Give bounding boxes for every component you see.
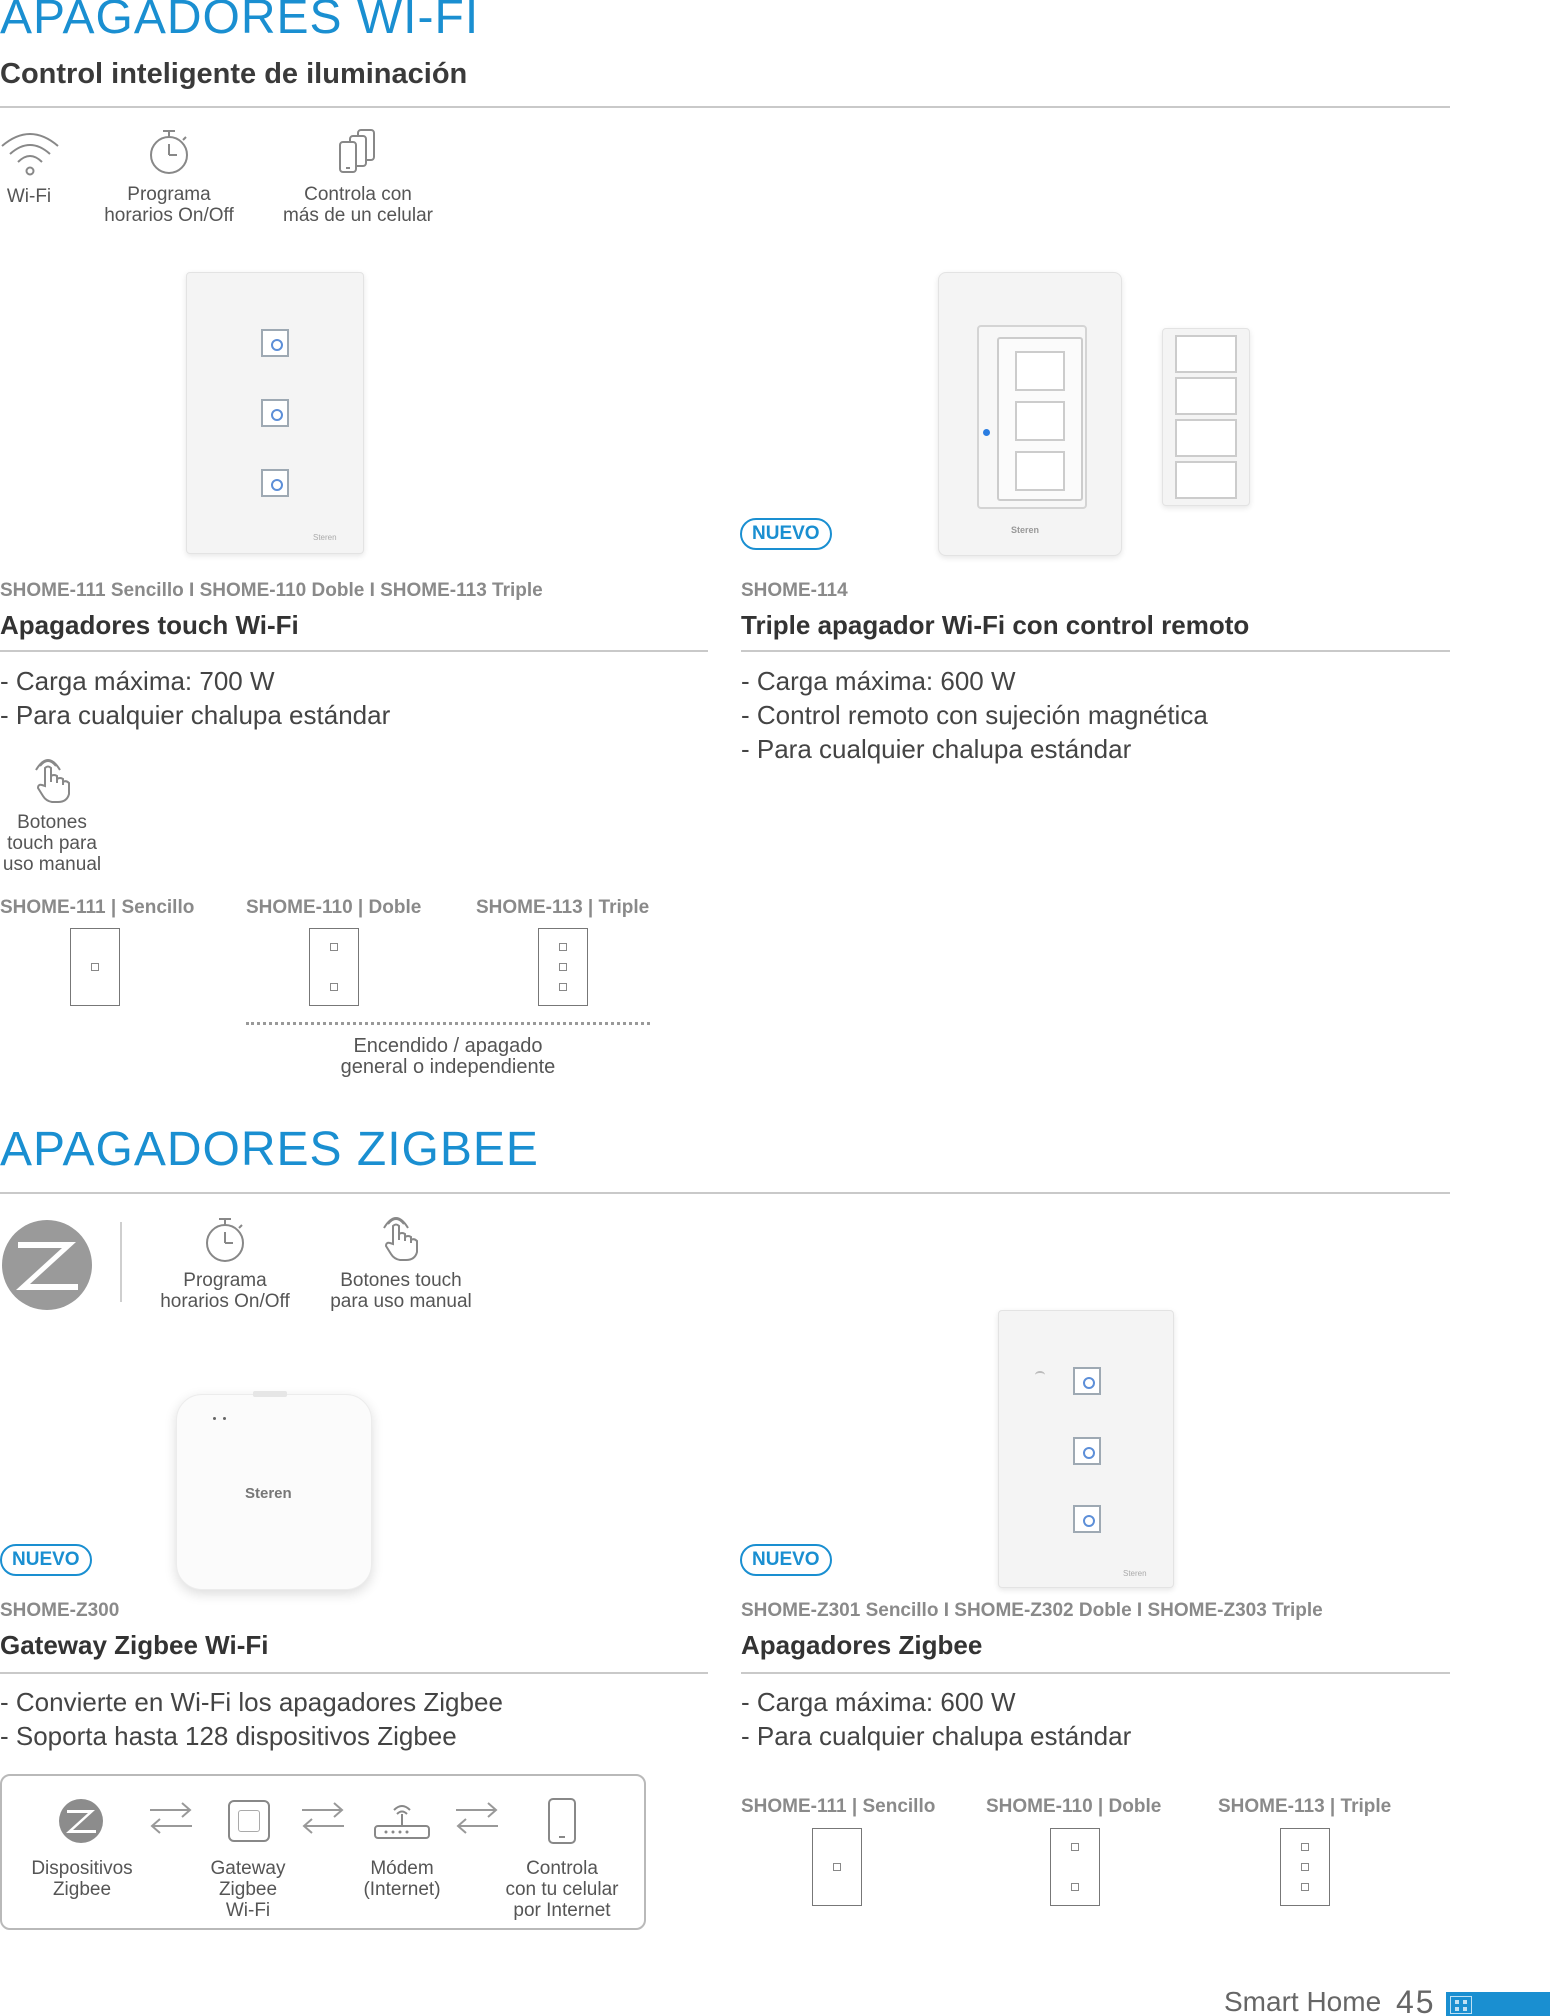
building-icon <box>1450 1996 1472 2014</box>
multi-phone-label: Controla con más de un celular <box>283 184 433 226</box>
remote-button <box>1175 461 1237 499</box>
schedule-label: Programa horarios On/Off <box>104 184 234 226</box>
section-wifi-subtitle: Control inteligente de iluminación <box>0 58 468 90</box>
diagram-label: Gateway Zigbee Wi-Fi <box>210 1858 286 1921</box>
feature-list: - Carga máxima: 700 W - Para cualquier chalupa estándar <box>0 666 391 730</box>
product-sku: SHOME-111 Sencillo I SHOME-110 Doble I SHOME-113 Triple <box>0 580 543 601</box>
divider <box>0 1672 708 1674</box>
wifi-indicator-icon <box>1035 1371 1045 1379</box>
wifi-label: Wi-Fi <box>6 186 52 207</box>
feature-list: - Carga máxima: 600 W - Para cualquier chalupa estándar <box>741 1687 1132 1751</box>
divider <box>0 650 708 652</box>
bidirectional-arrow-icon <box>454 1800 500 1836</box>
single-switch-diagram <box>812 1828 862 1906</box>
feature-list: - Convierte en Wi-Fi los apagadores Zigbee - Soporta hasta 128 dispositivos Zigbee <box>0 1687 503 1751</box>
product-sku: SHOME-Z301 Sencillo I SHOME-Z302 Doble I SHOME-Z303 Triple <box>741 1600 1323 1621</box>
dotted-divider <box>246 1022 650 1025</box>
divider <box>0 1192 1450 1194</box>
touch-hand-icon <box>380 1214 420 1262</box>
gateway-image <box>176 1394 372 1590</box>
wifi-icon <box>0 128 60 178</box>
rocker-button <box>1015 401 1065 441</box>
diagram-label: Controla con tu celular por Internet <box>505 1858 619 1921</box>
footer-accent-bar <box>1446 1992 1550 2016</box>
product-title: Gateway Zigbee Wi-Fi <box>0 1630 269 1660</box>
touch-button <box>261 469 289 497</box>
schedule-label: Programa horarios On/Off <box>160 1270 290 1312</box>
remote-control-image <box>1162 328 1250 506</box>
rocker-button <box>1015 451 1065 491</box>
brand-logo: Steren <box>1123 1569 1147 1578</box>
product-title: Apagadores touch Wi-Fi <box>0 610 299 640</box>
stopwatch-icon <box>202 1216 248 1264</box>
zigbee-logo-icon <box>58 1798 104 1844</box>
remote-button <box>1175 335 1237 373</box>
triple-switch-diagram <box>538 928 588 1006</box>
switch-mode-note: Encendido / apagado general o independiente <box>340 1035 556 1078</box>
switch-frame <box>977 325 1087 509</box>
variant-label: SHOME-111 | Sencillo <box>741 1796 936 1817</box>
remote-button <box>1175 419 1237 457</box>
touch-label: Botones touch para uso manual <box>330 1270 472 1312</box>
variant-label: SHOME-111 | Sencillo <box>0 897 195 918</box>
gateway-icon <box>228 1800 270 1842</box>
phones-icon <box>336 128 380 176</box>
touch-button <box>1073 1437 1101 1465</box>
variant-label: SHOME-113 | Triple <box>476 897 650 918</box>
stopwatch-icon <box>146 128 192 176</box>
remote-switch-image <box>938 272 1122 556</box>
touch-button <box>1073 1505 1101 1533</box>
touch-label: Botones touch para uso manual <box>2 812 102 875</box>
brand-logo: Steren <box>1011 525 1040 535</box>
page-number: 45 <box>1396 1984 1436 2016</box>
zigbee-logo-icon <box>0 1218 94 1312</box>
variant-label: SHOME-110 | Doble <box>986 1796 1162 1817</box>
section-zigbee-title: APAGADORES ZIGBEE <box>0 1123 539 1176</box>
smartphone-icon <box>548 1798 576 1844</box>
vertical-separator <box>120 1222 122 1302</box>
status-led <box>983 429 990 436</box>
new-badge: NUEVO <box>740 1544 832 1576</box>
touch-switch-image <box>186 272 364 554</box>
rocker-button <box>1015 351 1065 391</box>
product-sku: SHOME-114 <box>741 580 848 601</box>
divider <box>741 650 1450 652</box>
brand-logo: Steren <box>245 1485 292 1502</box>
product-title: Triple apagador Wi-Fi con control remoto <box>741 610 1250 640</box>
connection-diagram <box>0 1774 646 1930</box>
single-switch-diagram <box>70 928 120 1006</box>
diagram-label: Dispositivos Zigbee <box>31 1858 133 1900</box>
new-badge: NUEVO <box>0 1544 92 1576</box>
product-sku: SHOME-Z300 <box>0 1600 120 1621</box>
new-badge: NUEVO <box>740 518 832 550</box>
variant-label: SHOME-110 | Doble <box>246 897 422 918</box>
remote-button <box>1175 377 1237 415</box>
feature-list: - Carga máxima: 600 W - Control remoto con sujeción magnética - Para cualquier chalupa estándar <box>741 666 1208 764</box>
touch-button <box>1073 1367 1101 1395</box>
footer-section-name: Smart Home <box>1224 1986 1382 2016</box>
touch-button <box>261 329 289 357</box>
touch-hand-icon <box>32 756 72 804</box>
product-title: Apagadores Zigbee <box>741 1630 983 1660</box>
divider <box>741 1672 1450 1674</box>
double-switch-diagram <box>309 928 359 1006</box>
triple-switch-diagram <box>1280 1828 1330 1906</box>
diagram-label: Módem (Internet) <box>363 1858 441 1900</box>
divider <box>0 106 1450 108</box>
variant-label: SHOME-113 | Triple <box>1218 1796 1392 1817</box>
modem-icon <box>372 1798 432 1844</box>
touch-button <box>261 399 289 427</box>
brand-logo: Steren <box>313 533 337 542</box>
zigbee-switch-image <box>998 1310 1174 1588</box>
double-switch-diagram <box>1050 1828 1100 1906</box>
section-wifi-title: APAGADORES WI-FI <box>0 0 480 44</box>
bidirectional-arrow-icon <box>300 1800 346 1836</box>
bidirectional-arrow-icon <box>148 1800 194 1836</box>
